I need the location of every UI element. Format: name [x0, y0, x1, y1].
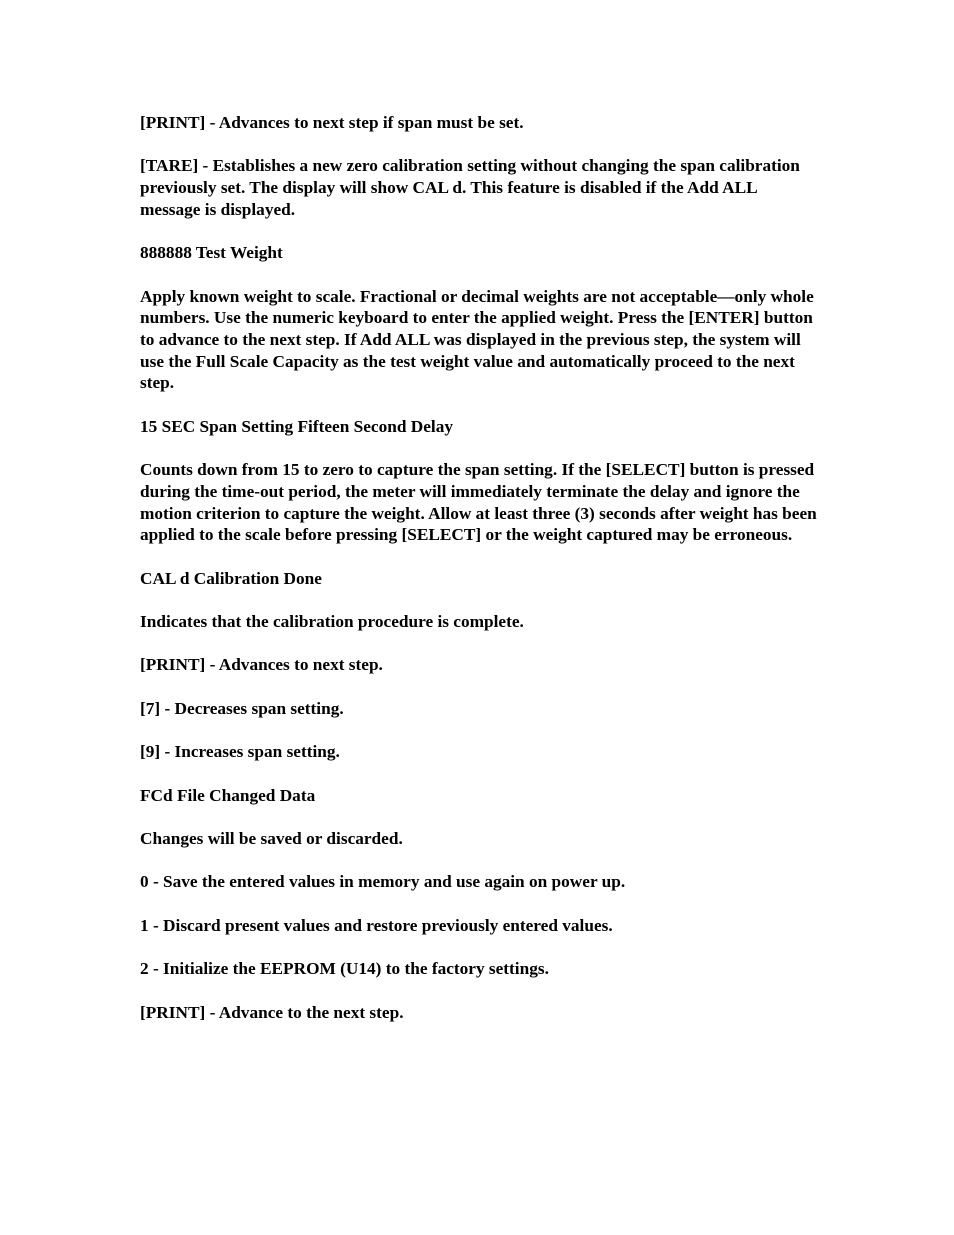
paragraph-countdown: Counts down from 15 to zero to capture the span setting. If the [SELECT] button is pressed during the time-out period, the meter will immediately terminate the delay and ignore the motion criterion to capture the weight. Allow at least three (3) seconds after weight has been applied to the scale before pressing [SELECT] or the weight captured may be erroneous. — [140, 460, 817, 545]
paragraph-tare: [TARE] - Establishes a new zero calibration setting without changing the span calibration previously set. The display will show CAL d. This feature is disabled if the Add ALL message is displayed. — [140, 156, 800, 219]
heading-file-changed: FCd File Changed Data — [140, 785, 316, 805]
paragraph-print-advance: [PRINT] - Advances to next step. — [140, 655, 383, 675]
paragraph-option-2: 2 - Initialize the EEPROM (U14) to the factory settings. — [140, 959, 549, 979]
paragraph-option-1: 1 - Discard present values and restore previously entered values. — [140, 915, 613, 935]
paragraph-key-7: [7] - Decreases span setting. — [140, 698, 344, 718]
paragraph-print-next: [PRINT] - Advance to the next step. — [140, 1002, 404, 1022]
paragraph-apply-weight: Apply known weight to scale. Fractional or decimal weights are not acceptable—only whole numbers. Use the numeric keyboard to enter the applied weight. Press the [ENTER] button to advance to the next step. If Add ALL was displayed in the previous step, the system will use the Full Scale Capacity as the test weight value and automatically proceed to the next step. — [140, 286, 814, 393]
paragraph-calibration-complete: Indicates that the calibration procedure is complete. — [140, 612, 524, 632]
paragraph-key-9: [9] - Increases span setting. — [140, 742, 340, 762]
paragraph-option-0: 0 - Save the entered values in memory and use again on power up. — [140, 872, 626, 892]
heading-calibration-done: CAL d Calibration Done — [140, 568, 322, 588]
heading-span-delay: 15 SEC Span Setting Fifteen Second Delay — [140, 416, 454, 436]
document-body — [140, 112, 820, 1045]
paragraph-changes-saved: Changes will be saved or discarded. — [140, 829, 403, 849]
paragraph-print-span: [PRINT] - Advances to next step if span must be set. — [140, 113, 524, 132]
heading-test-weight: 888888 Test Weight — [140, 243, 283, 263]
